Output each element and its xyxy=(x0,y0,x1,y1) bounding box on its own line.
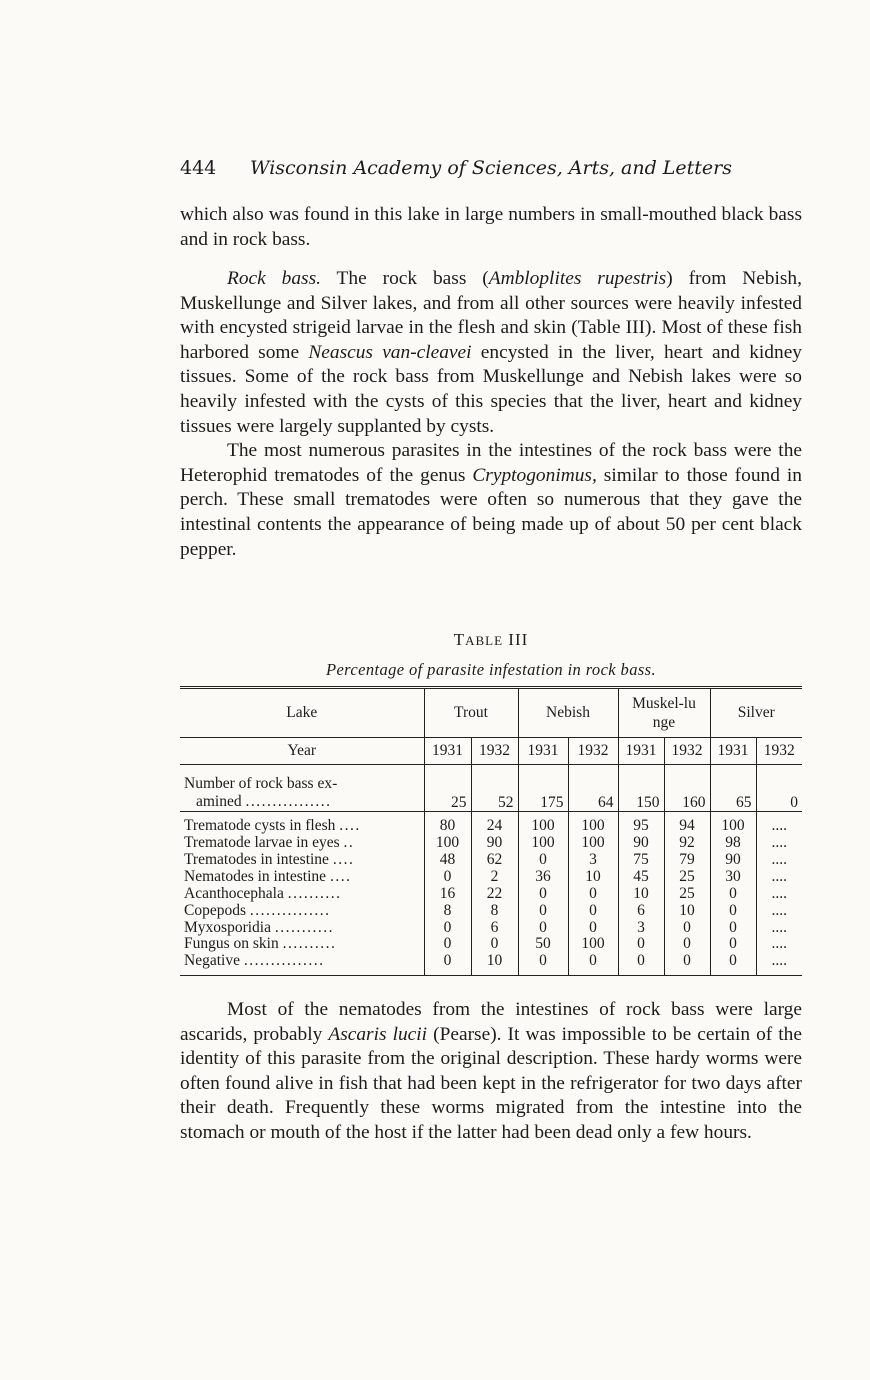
value-cell: 100 xyxy=(568,835,618,852)
value-cell: .... xyxy=(756,886,802,903)
value-cell: 100 xyxy=(568,936,618,953)
value-cell: 16 xyxy=(424,886,471,903)
count-cell: 25 xyxy=(424,765,471,812)
year-cell: 1931 xyxy=(710,738,756,765)
row-label: Nematodes in intestine .... xyxy=(184,867,352,885)
row-label: Fungus on skin .......... xyxy=(184,935,337,953)
value-cell: 0 xyxy=(424,936,471,953)
value-cell: 0 xyxy=(568,886,618,903)
value-cell: 0 xyxy=(471,936,518,953)
value-cell: 24 xyxy=(471,812,518,835)
value-cell: 0 xyxy=(710,953,756,975)
count-cell: 64 xyxy=(568,765,618,812)
value-cell: 3 xyxy=(618,919,664,936)
value-cell: 0 xyxy=(710,936,756,953)
value-cell: 100 xyxy=(568,812,618,835)
value-cell: 0 xyxy=(664,919,710,936)
parasite-table xyxy=(180,686,802,976)
value-cell: 0 xyxy=(664,936,710,953)
value-cell: 0 xyxy=(618,936,664,953)
value-cell: 0 xyxy=(568,919,618,936)
parasite-rows xyxy=(180,812,802,976)
value-cell: 92 xyxy=(664,835,710,852)
value-cell: .... xyxy=(756,919,802,936)
value-cell: 2 xyxy=(471,869,518,886)
lake-muskellunge: Muskel-lunge xyxy=(618,688,710,738)
paragraphs-rock-bass xyxy=(180,267,802,562)
species-name: Ambloplites rupestris xyxy=(488,268,667,289)
value-cell: 25 xyxy=(664,886,710,903)
lake-trout: Trout xyxy=(424,688,518,738)
value-cell: 75 xyxy=(618,852,664,869)
table-header-lakes xyxy=(180,688,802,738)
value-cell: 10 xyxy=(664,902,710,919)
count-cell: 160 xyxy=(664,765,710,812)
species-name: Neascus van-cleavei xyxy=(308,341,472,363)
section-lead: Rock bass. xyxy=(227,268,321,289)
year-cell: 1931 xyxy=(518,738,568,765)
value-cell: 79 xyxy=(664,852,710,869)
table-row xyxy=(180,835,802,852)
value-cell: 0 xyxy=(424,869,471,886)
table-title: TABLE III xyxy=(453,630,529,649)
year-cell: 1932 xyxy=(568,738,618,765)
year-header: Year xyxy=(180,738,424,765)
lake-nebish: Nebish xyxy=(518,688,618,738)
value-cell: 6 xyxy=(618,902,664,919)
value-cell: 25 xyxy=(664,869,710,886)
value-cell: 0 xyxy=(710,919,756,936)
value-cell: .... xyxy=(756,869,802,886)
value-cell: 0 xyxy=(518,902,568,919)
value-cell: 0 xyxy=(518,953,568,975)
count-cell: 0 xyxy=(756,765,802,812)
value-cell: 80 xyxy=(424,812,471,835)
value-cell: 0 xyxy=(618,953,664,975)
value-cell: 8 xyxy=(424,902,471,919)
count-cell: 65 xyxy=(710,765,756,812)
count-cell: 150 xyxy=(618,765,664,812)
table-row xyxy=(180,852,802,869)
row-label: Trematode larvae in eyes .. xyxy=(184,834,355,852)
value-cell: 8 xyxy=(471,902,518,919)
value-cell: 10 xyxy=(618,886,664,903)
value-cell: 50 xyxy=(518,936,568,953)
value-cell: .... xyxy=(756,953,802,975)
value-cell: 100 xyxy=(518,812,568,835)
year-cell: 1931 xyxy=(618,738,664,765)
row-label: Copepods ............... xyxy=(184,901,331,919)
value-cell: 0 xyxy=(424,919,471,936)
value-cell: 90 xyxy=(618,835,664,852)
value-cell: 3 xyxy=(568,852,618,869)
row-label: Acanthocephala .......... xyxy=(184,884,342,902)
row-label: Trematode cysts in flesh .... xyxy=(184,817,361,835)
value-cell: .... xyxy=(756,902,802,919)
value-cell: 100 xyxy=(424,835,471,852)
table-header-years xyxy=(180,738,802,765)
table-row xyxy=(180,869,802,886)
page-number: 444 xyxy=(180,157,217,179)
value-cell: 6 xyxy=(471,919,518,936)
year-cell: 1932 xyxy=(664,738,710,765)
row-label: Trematodes in intestine .... xyxy=(184,850,355,868)
value-cell: 0 xyxy=(568,902,618,919)
value-cell: 48 xyxy=(424,852,471,869)
paragraph-1: which also was found in this lake in large numbers in small-mouthed black bass and in rock bass. xyxy=(180,204,802,250)
count-label: Number of rock bass ex- amined ................ xyxy=(180,765,424,812)
paragraph-2: Rock bass. The rock bass (Ambloplites rupestris) from Nebish, Muskellunge and Silver lakes, and from all other sources were heavily infested with encysted strigeid larvae in the flesh and skin (Table III). Most of these fish harbored some Neascus van-cleavei encysted in the liver, heart and kidney tissues. Some of the rock bass from Muskellunge and Nebish lakes were so heavily infested with the cysts of this species that the liver, heart and kidney tissues were largely supplanted by cysts. xyxy=(180,268,802,437)
value-cell: 0 xyxy=(710,886,756,903)
year-cell: 1931 xyxy=(424,738,471,765)
value-cell: 10 xyxy=(471,953,518,975)
table-row xyxy=(180,886,802,903)
table-row xyxy=(180,936,802,953)
year-cell: 1932 xyxy=(756,738,802,765)
running-head xyxy=(180,156,740,180)
value-cell: 0 xyxy=(664,953,710,975)
table-row xyxy=(180,953,802,975)
value-cell: .... xyxy=(756,835,802,852)
row-label: Myxosporidia ........... xyxy=(184,918,334,936)
value-cell: 95 xyxy=(618,812,664,835)
value-cell: 10 xyxy=(568,869,618,886)
table-row xyxy=(180,812,802,835)
value-cell: 0 xyxy=(518,886,568,903)
species-name: Ascaris lucii xyxy=(328,1023,428,1045)
table-row xyxy=(180,919,802,936)
value-cell: 30 xyxy=(710,869,756,886)
value-cell: .... xyxy=(756,852,802,869)
paragraph-3: The most numerous parasites in the intestines of the rock bass were the Heterophid trematodes of the genus Cryptogonimus, similar to those found in perch. These small trematodes were often so numerous that they gave the intestinal contents the appearance of being made up of about 50 per cent black pepper. xyxy=(180,440,802,560)
value-cell: 90 xyxy=(710,852,756,869)
lake-silver: Silver xyxy=(710,688,802,738)
table-row-count xyxy=(180,765,802,812)
value-cell: 0 xyxy=(518,852,568,869)
value-cell: 94 xyxy=(664,812,710,835)
value-cell: 36 xyxy=(518,869,568,886)
count-cell: 175 xyxy=(518,765,568,812)
value-cell: .... xyxy=(756,812,802,835)
value-cell: 0 xyxy=(710,902,756,919)
value-cell: 0 xyxy=(424,953,471,975)
genus-name: Cryptogonimus, xyxy=(472,464,597,486)
value-cell: 98 xyxy=(710,835,756,852)
paragraph-4: Most of the nematodes from the intestines of rock bass were large ascarids, probably Ascaris lucii (Pearse). It was impossible to be certain of the identity of this parasite from the original description. These hardy worms were often found alive in fish that had been kept in the refrigerator for two days after their death. Frequently these worms migrated from the intestine into the stomach or mouth of the host if the latter had been dead only a few hours. xyxy=(180,999,802,1143)
year-cell: 1932 xyxy=(471,738,518,765)
lake-header: Lake xyxy=(180,688,424,738)
value-cell: 62 xyxy=(471,852,518,869)
count-cell: 52 xyxy=(471,765,518,812)
value-cell: 90 xyxy=(471,835,518,852)
value-cell: 22 xyxy=(471,886,518,903)
value-cell: .... xyxy=(756,936,802,953)
journal-title: Wisconsin Academy of Sciences, Arts, and Letters xyxy=(250,157,733,179)
row-label: Negative ............... xyxy=(184,952,325,970)
table-row xyxy=(180,902,802,919)
value-cell: 0 xyxy=(568,953,618,975)
value-cell: 0 xyxy=(518,919,568,936)
value-cell: 45 xyxy=(618,869,664,886)
value-cell: 100 xyxy=(518,835,568,852)
table-caption: Percentage of parasite infestation in rock bass. xyxy=(325,660,657,679)
value-cell: 100 xyxy=(710,812,756,835)
